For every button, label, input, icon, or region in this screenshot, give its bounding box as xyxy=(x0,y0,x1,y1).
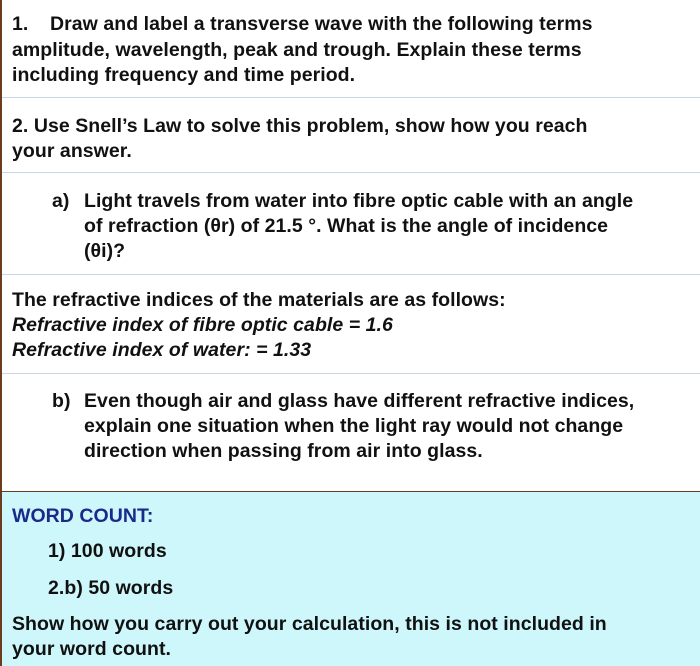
index-water: Refractive index of water: = 1.33 xyxy=(12,339,312,361)
part-b-line-2: explain one situation when the light ray would not change xyxy=(84,415,624,437)
section-divider xyxy=(2,97,700,98)
word-count-item-2: 2.b) 50 words xyxy=(48,577,174,599)
word-count-item-1: 1) 100 words xyxy=(48,540,167,562)
section-divider xyxy=(2,274,700,275)
q1-line-1: Draw and label a transverse wave with the following terms xyxy=(50,13,593,35)
q1-line-3: including frequency and time period. xyxy=(12,64,356,86)
q2-line-2: your answer. xyxy=(12,140,132,162)
part-b-line-3: direction when passing from air into glass. xyxy=(84,440,483,462)
part-a-line-3: (θi)? xyxy=(84,240,126,262)
word-count-note-line-2: your word count. xyxy=(12,638,171,660)
index-fibre: Refractive index of fibre optic cable = 1.6 xyxy=(12,314,393,336)
part-b-line-1: Even though air and glass have different refractive indices, xyxy=(84,390,635,412)
section-divider xyxy=(2,172,700,173)
q1-number: 1. xyxy=(12,13,29,35)
part-b-label: b) xyxy=(52,390,71,412)
part-a-line-2: of refraction (θr) of 21.5 °. What is the angle of incidence xyxy=(84,215,609,237)
part-a-line-1: Light travels from water into fibre optic cable with an angle xyxy=(84,190,634,212)
part-a-label: a) xyxy=(52,190,70,212)
section-divider xyxy=(2,373,700,374)
q1-line-2: amplitude, wavelength, peak and trough. Explain these terms xyxy=(12,39,582,61)
word-count-note-line-1: Show how you carry out your calculation, this is not included in xyxy=(12,613,607,635)
questions-section xyxy=(2,0,700,492)
word-count-heading: WORD COUNT: xyxy=(12,505,154,527)
indices-intro: The refractive indices of the materials are as follows: xyxy=(12,289,506,311)
q2-line-1: 2. Use Snell’s Law to solve this problem, show how you reach xyxy=(12,115,588,137)
word-count-box xyxy=(2,492,700,666)
